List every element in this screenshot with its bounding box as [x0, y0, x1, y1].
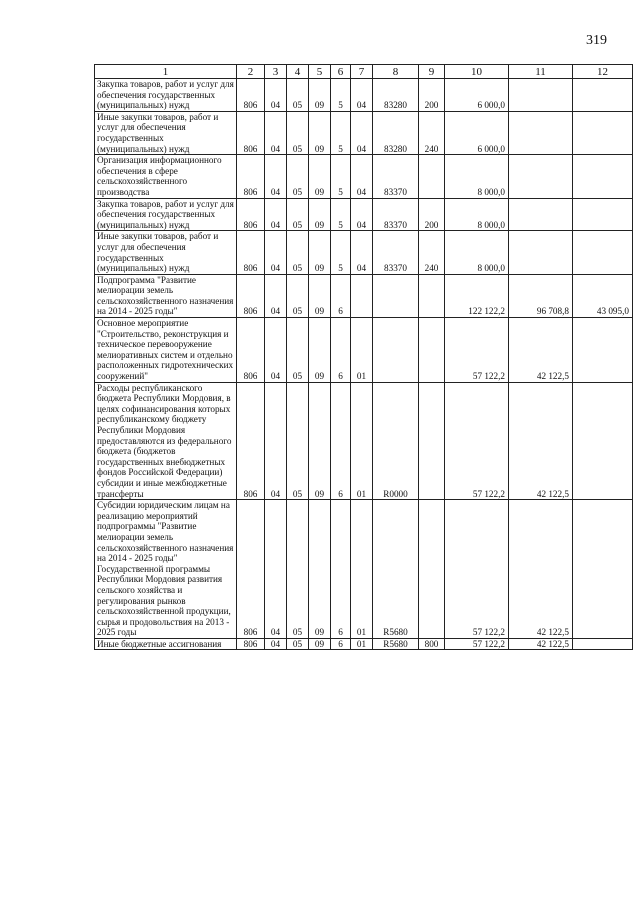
cell-col-11: 42 122,5: [509, 500, 573, 639]
row-name-cell: Закупка товаров, работ и услуг для обеспечения государственных (муниципальных) нужд: [95, 198, 237, 231]
cell-col-3: 04: [265, 198, 287, 231]
cell-col-6: 5: [331, 155, 351, 198]
cell-col-9: 240: [419, 111, 445, 154]
table-row: [95, 79, 633, 112]
cell-col-3: 04: [265, 111, 287, 154]
cell-col-9: [419, 318, 445, 383]
cell-col-12: [573, 638, 633, 650]
cell-col-11: 42 122,5: [509, 382, 573, 500]
cell-col-2: 806: [237, 274, 265, 317]
cell-col-11: [509, 79, 573, 112]
cell-col-4: 05: [287, 155, 309, 198]
cell-col-6: 6: [331, 318, 351, 383]
column-header: 10: [445, 65, 509, 79]
cell-col-9: [419, 155, 445, 198]
cell-col-6: 5: [331, 111, 351, 154]
row-name-cell: Закупка товаров, работ и услуг для обеспечения государственных (муниципальных) нужд: [95, 79, 237, 112]
cell-col-12: [573, 231, 633, 274]
cell-col-6: 5: [331, 79, 351, 112]
cell-col-2: 806: [237, 111, 265, 154]
cell-col-12: [573, 318, 633, 383]
cell-col-12: [573, 500, 633, 639]
budget-table: [94, 64, 633, 650]
table-row: [95, 382, 633, 500]
cell-col-2: 806: [237, 155, 265, 198]
cell-col-3: 04: [265, 231, 287, 274]
cell-col-7: 04: [351, 198, 373, 231]
row-name-cell: Расходы республиканского бюджета Республики Мордовия, в целях софинансирования которых республиканскому бюджету Республики Мордовия предоставляются из федерального бюджета (бюджетов государственных внебюджетных фондов Российской Федерации) субсидии и иные межбюджетные трансферты: [95, 382, 237, 500]
cell-col-5: 09: [309, 231, 331, 274]
row-name-cell: Иные бюджетные ассигнования: [95, 638, 237, 650]
cell-col-8: 83370: [373, 231, 419, 274]
cell-col-4: 05: [287, 318, 309, 383]
cell-col-4: 05: [287, 231, 309, 274]
cell-col-12: 43 095,0: [573, 274, 633, 317]
cell-col-7: 01: [351, 638, 373, 650]
cell-col-9: [419, 382, 445, 500]
cell-col-11: [509, 111, 573, 154]
column-header: 11: [509, 65, 573, 79]
cell-col-8: R5680: [373, 638, 419, 650]
column-header: 5: [309, 65, 331, 79]
row-name-cell: Иные закупки товаров, работ и услуг для обеспечения государственных (муниципальных) нужд: [95, 231, 237, 274]
cell-col-5: 09: [309, 79, 331, 112]
cell-col-9: [419, 500, 445, 639]
cell-col-3: 04: [265, 155, 287, 198]
cell-col-5: 09: [309, 111, 331, 154]
cell-col-6: 5: [331, 231, 351, 274]
cell-col-12: [573, 111, 633, 154]
cell-col-10: 57 122,2: [445, 500, 509, 639]
cell-col-3: 04: [265, 318, 287, 383]
header-row: [95, 65, 633, 79]
cell-col-8: 83280: [373, 111, 419, 154]
column-header: 1: [95, 65, 237, 79]
cell-col-4: 05: [287, 274, 309, 317]
cell-col-11: [509, 198, 573, 231]
cell-col-11: 42 122,5: [509, 638, 573, 650]
cell-col-5: 09: [309, 274, 331, 317]
cell-col-10: 57 122,2: [445, 318, 509, 383]
cell-col-12: [573, 382, 633, 500]
cell-col-7: 04: [351, 79, 373, 112]
cell-col-5: 09: [309, 638, 331, 650]
column-header: 7: [351, 65, 373, 79]
cell-col-11: 96 708,8: [509, 274, 573, 317]
cell-col-8: 83280: [373, 79, 419, 112]
cell-col-7: 04: [351, 111, 373, 154]
column-header: 6: [331, 65, 351, 79]
cell-col-8: 83370: [373, 155, 419, 198]
cell-col-3: 04: [265, 638, 287, 650]
cell-col-11: [509, 155, 573, 198]
cell-col-9: 800: [419, 638, 445, 650]
cell-col-5: 09: [309, 382, 331, 500]
cell-col-8: [373, 274, 419, 317]
column-header: 3: [265, 65, 287, 79]
cell-col-8: R0000: [373, 382, 419, 500]
cell-col-3: 04: [265, 274, 287, 317]
table-row: [95, 111, 633, 154]
row-name-cell: Иные закупки товаров, работ и услуг для обеспечения государственных (муниципальных) нужд: [95, 111, 237, 154]
cell-col-8: [373, 318, 419, 383]
cell-col-9: 200: [419, 79, 445, 112]
cell-col-5: 09: [309, 318, 331, 383]
cell-col-6: 6: [331, 638, 351, 650]
table-row: [95, 638, 633, 650]
cell-col-7: 04: [351, 231, 373, 274]
row-name-cell: Основное мероприятие "Строительство, реконструкция и техническое перевооружение мелиоративных систем и отдельно расположенных гидротехнических сооружений": [95, 318, 237, 383]
cell-col-7: 01: [351, 382, 373, 500]
cell-col-2: 806: [237, 500, 265, 639]
column-header: 4: [287, 65, 309, 79]
cell-col-10: 8 000,0: [445, 231, 509, 274]
table-row: [95, 318, 633, 383]
cell-col-7: 01: [351, 318, 373, 383]
cell-col-9: [419, 274, 445, 317]
table-row: [95, 274, 633, 317]
row-name-cell: Организация информационного обеспечения в сфере сельскохозяйственного производства: [95, 155, 237, 198]
table-row: [95, 155, 633, 198]
cell-col-7: [351, 274, 373, 317]
cell-col-3: 04: [265, 382, 287, 500]
cell-col-12: [573, 198, 633, 231]
cell-col-5: 09: [309, 500, 331, 639]
cell-col-2: 806: [237, 318, 265, 383]
cell-col-6: 5: [331, 198, 351, 231]
cell-col-4: 05: [287, 638, 309, 650]
table-row: [95, 500, 633, 639]
cell-col-10: 8 000,0: [445, 198, 509, 231]
row-name-cell: Подпрограмма "Развитие мелиорации земель сельскохозяйственного назначения на 2014 - 2025 годы": [95, 274, 237, 317]
column-header: 12: [573, 65, 633, 79]
table-row: [95, 231, 633, 274]
cell-col-3: 04: [265, 500, 287, 639]
cell-col-4: 05: [287, 198, 309, 231]
cell-col-6: 6: [331, 382, 351, 500]
column-header: 8: [373, 65, 419, 79]
row-name-cell: Субсидии юридическим лицам на реализацию мероприятий подпрограммы "Развитие мелиорации земель сельскохозяйственного назначения на 2014 - 2025 годы" Государственной программы Республики Мордовия развития сельского хозяйства и регулирования рынков сельскохозяйственной продукции, сырья и продовольствия на 2013 - 2025 годы: [95, 500, 237, 639]
cell-col-10: 57 122,2: [445, 638, 509, 650]
cell-col-8: R5680: [373, 500, 419, 639]
column-header: 9: [419, 65, 445, 79]
cell-col-10: 122 122,2: [445, 274, 509, 317]
cell-col-6: 6: [331, 274, 351, 317]
cell-col-10: 8 000,0: [445, 155, 509, 198]
page-number: 319: [586, 33, 607, 48]
cell-col-4: 05: [287, 79, 309, 112]
table-row: [95, 198, 633, 231]
cell-col-2: 806: [237, 382, 265, 500]
cell-col-7: 04: [351, 155, 373, 198]
cell-col-12: [573, 155, 633, 198]
cell-col-11: [509, 231, 573, 274]
cell-col-4: 05: [287, 500, 309, 639]
cell-col-2: 806: [237, 79, 265, 112]
cell-col-2: 806: [237, 198, 265, 231]
cell-col-12: [573, 79, 633, 112]
cell-col-2: 806: [237, 638, 265, 650]
cell-col-10: 57 122,2: [445, 382, 509, 500]
cell-col-3: 04: [265, 79, 287, 112]
cell-col-10: 6 000,0: [445, 79, 509, 112]
cell-col-9: 200: [419, 198, 445, 231]
cell-col-9: 240: [419, 231, 445, 274]
column-header: 2: [237, 65, 265, 79]
cell-col-8: 83370: [373, 198, 419, 231]
cell-col-7: 01: [351, 500, 373, 639]
cell-col-4: 05: [287, 111, 309, 154]
cell-col-10: 6 000,0: [445, 111, 509, 154]
cell-col-5: 09: [309, 198, 331, 231]
cell-col-5: 09: [309, 155, 331, 198]
cell-col-11: 42 122,5: [509, 318, 573, 383]
cell-col-2: 806: [237, 231, 265, 274]
cell-col-6: 6: [331, 500, 351, 639]
cell-col-4: 05: [287, 382, 309, 500]
